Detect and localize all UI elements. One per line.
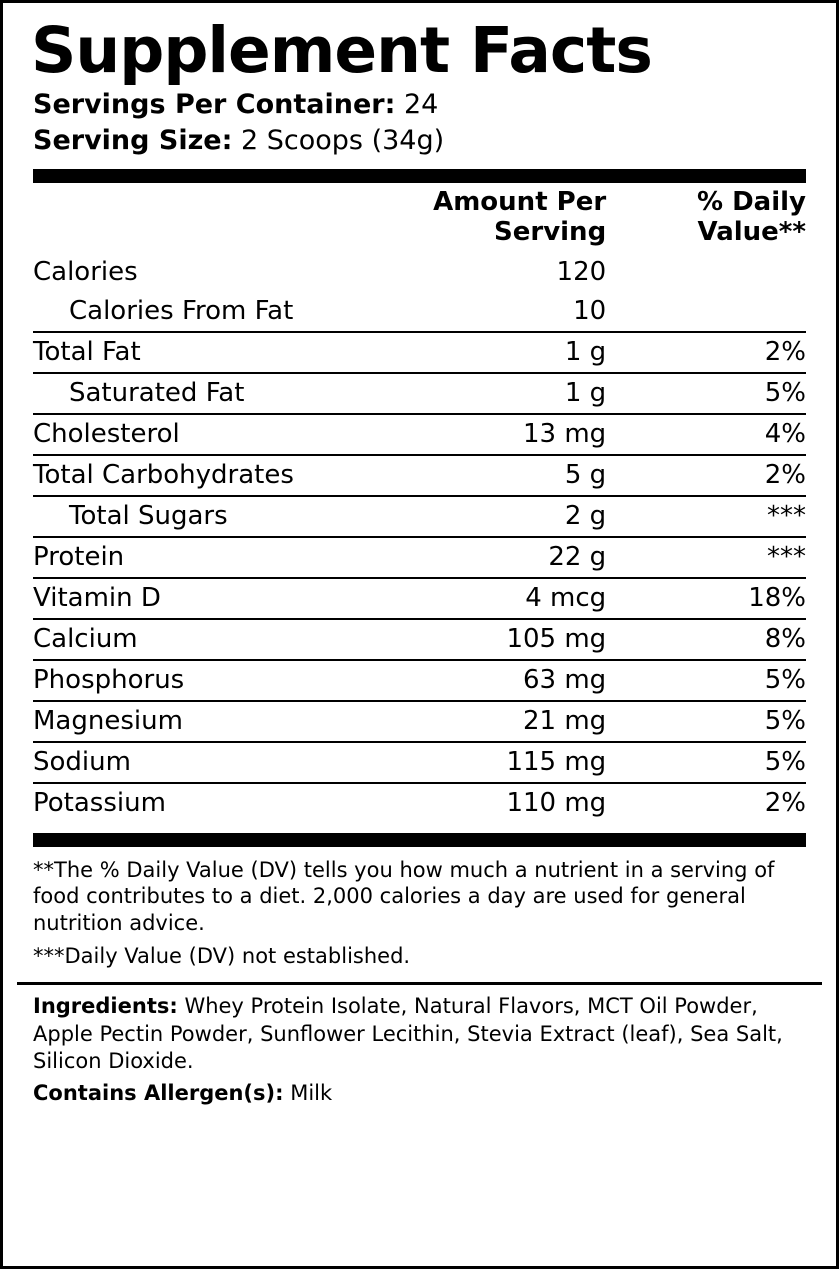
table-row — [33, 537, 806, 578]
nutrient-amount: 1 g — [396, 373, 628, 414]
nutrient-name: Sodium — [33, 742, 396, 783]
table-row — [33, 414, 806, 455]
nutrient-name: Magnesium — [33, 701, 396, 742]
nutrient-name: Saturated Fat — [33, 373, 396, 414]
nutrient-amount: 120 — [556, 256, 607, 287]
table-row — [33, 253, 806, 292]
serving-size — [33, 123, 822, 159]
nutrient-amount: 110 mg — [506, 787, 607, 818]
nutrition-table-head — [33, 183, 806, 253]
table-header-row — [33, 183, 806, 253]
table-row — [33, 742, 806, 783]
nutrient-daily-value: 2% — [628, 455, 806, 496]
footnote-daily-value: **The % Daily Value (DV) tells you how much a nutrient in a serving of food contributes to a diet. 2,000 calories a day are used for general nutrition advice. — [33, 857, 775, 936]
table-row — [33, 578, 806, 619]
nutrient-daily-value: 8% — [628, 619, 806, 660]
nutrient-daily-value: 5% — [628, 373, 806, 414]
servings-per-container-value: 24 — [403, 89, 439, 121]
servings-per-container-label: Servings Per Container: — [33, 89, 396, 121]
nutrient-name: Potassium — [33, 787, 166, 818]
table-row — [33, 660, 806, 701]
nutrient-name: Vitamin D — [33, 578, 396, 619]
nutrition-table-body — [33, 253, 806, 823]
divider-ingredients — [17, 982, 822, 985]
nutrient-amount: 10 — [396, 292, 628, 332]
footnote-not-established: ***Daily Value (DV) not established. — [33, 944, 411, 969]
serving-size-label: Serving Size: — [33, 124, 233, 156]
nutrient-amount: 21 mg — [396, 701, 628, 742]
ingredients — [33, 993, 806, 1076]
nutrient-amount: 5 g — [396, 455, 628, 496]
nutrient-daily-value — [628, 253, 806, 292]
table-row — [33, 373, 806, 414]
header-nutrient — [33, 183, 396, 253]
divider-thick-bottom — [33, 833, 806, 847]
nutrient-daily-value: 5% — [628, 742, 806, 783]
page-title: Supplement Facts — [31, 14, 652, 87]
table-row — [33, 292, 806, 332]
nutrient-daily-value: 2% — [764, 787, 806, 818]
nutrient-amount: 1 g — [396, 332, 628, 373]
nutrient-name: Cholesterol — [33, 414, 396, 455]
nutrition-table — [33, 183, 806, 823]
nutrient-daily-value: 4% — [628, 414, 806, 455]
allergens — [33, 1080, 806, 1108]
nutrient-amount: 2 g — [396, 496, 628, 537]
nutrient-daily-value: 5% — [628, 660, 806, 701]
allergen-text: Milk — [283, 1081, 333, 1106]
serving-size-value: 2 Scoops (34g) — [241, 124, 445, 156]
nutrient-daily-value — [628, 292, 806, 332]
nutrient-name: Protein — [33, 537, 396, 578]
nutrient-name: Total Carbohydrates — [33, 455, 396, 496]
table-row — [33, 496, 806, 537]
nutrient-amount: 22 g — [396, 537, 628, 578]
header-amount-per-serving: Amount Per Serving — [433, 186, 607, 247]
footnotes — [33, 857, 806, 971]
table-row — [33, 619, 806, 660]
header-daily-value: % Daily Value** — [696, 186, 806, 247]
divider-thick-top — [33, 169, 806, 183]
servings-per-container — [33, 87, 822, 123]
nutrient-daily-value: 5% — [628, 701, 806, 742]
nutrient-daily-value: *** — [628, 496, 806, 537]
nutrient-amount: 13 mg — [396, 414, 628, 455]
allergen-label: Contains Allergen(s): — [33, 1081, 284, 1106]
nutrient-name: Calories — [33, 256, 138, 287]
table-row — [33, 332, 806, 373]
ingredients-label: Ingredients: — [33, 994, 178, 1018]
nutrient-amount: 115 mg — [396, 742, 628, 783]
table-row — [33, 701, 806, 742]
ingredients-text: Whey Protein Isolate, Natural Flavors, MCT Oil Powder, Apple Pectin Powder, Sunflower Lecithin, Stevia Extract (leaf), Sea Salt, Silicon Dioxide. — [33, 994, 783, 1074]
nutrient-daily-value: *** — [628, 537, 806, 578]
table-row — [33, 783, 806, 823]
nutrient-daily-value: 18% — [628, 578, 806, 619]
nutrient-name: Calcium — [33, 619, 396, 660]
table-row — [33, 455, 806, 496]
nutrient-daily-value: 2% — [628, 332, 806, 373]
nutrient-name: Total Sugars — [33, 496, 396, 537]
nutrient-amount: 105 mg — [396, 619, 628, 660]
nutrient-amount: 63 mg — [396, 660, 628, 701]
nutrient-name: Phosphorus — [33, 660, 396, 701]
nutrient-name: Total Fat — [33, 332, 396, 373]
nutrient-amount: 4 mcg — [396, 578, 628, 619]
nutrient-name: Calories From Fat — [33, 292, 396, 332]
